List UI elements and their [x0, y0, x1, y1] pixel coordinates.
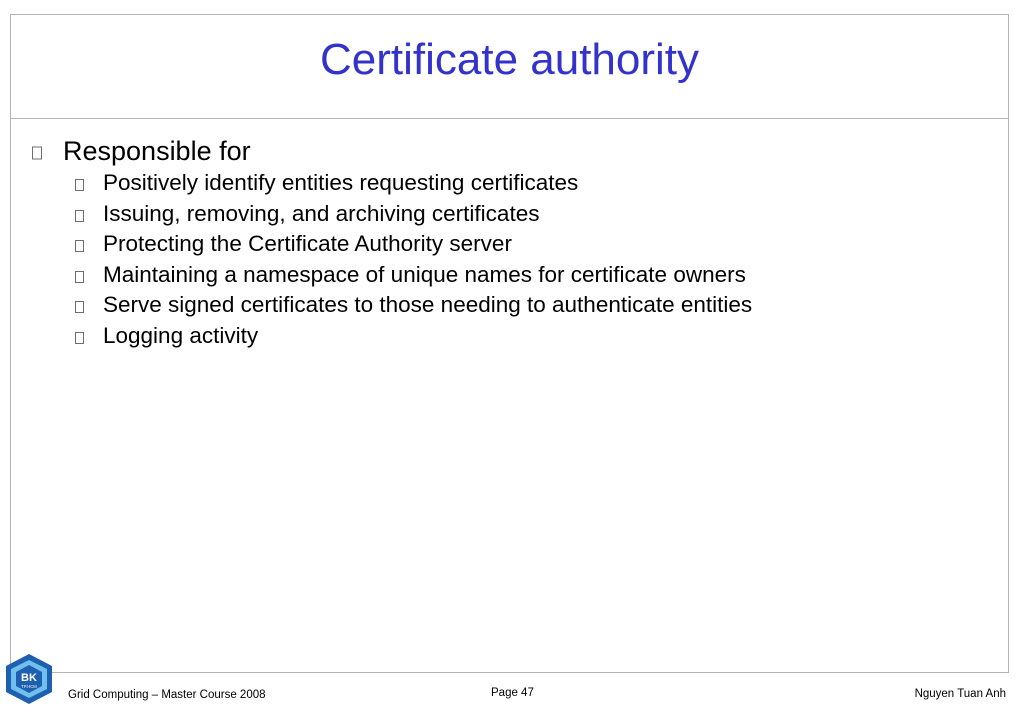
bullet-level-1 [30, 134, 990, 168]
sub-bullet-text: Issuing, removing, and archiving certificates [103, 200, 540, 226]
bullet-text: Responsible for [63, 136, 251, 166]
bullet-box-icon [75, 179, 84, 191]
bullet-box-icon [75, 210, 84, 222]
title-divider [10, 118, 1009, 119]
logo-text-main: BK [21, 672, 37, 684]
sub-bullet [30, 168, 990, 199]
sub-bullet [30, 290, 990, 321]
bullet-box-icon [75, 301, 84, 313]
sub-bullet [30, 229, 990, 260]
sub-bullet-text: Protecting the Certificate Authority server [103, 231, 512, 256]
bullet-box-icon [75, 271, 84, 283]
sub-bullet [30, 321, 990, 352]
footer-page-number: Page 47 [491, 687, 534, 699]
bk-university-logo-icon [2, 652, 56, 706]
bullet-box-icon [32, 147, 42, 160]
logo-text-sub: TP.HCM [21, 684, 37, 689]
bullet-box-icon [75, 332, 84, 344]
bullet-list [30, 134, 990, 351]
sub-bullet-text: Serve signed certificates to those needing to authenticate entities [103, 292, 753, 317]
sub-bullet-text: Logging activity [103, 322, 259, 348]
slide-title: Certificate authority [319, 35, 700, 84]
sub-bullet-text: Positively identify entities requesting certificates [103, 170, 579, 195]
sub-bullet [30, 199, 990, 230]
footer-course: Grid Computing – Master Course 2008 [68, 689, 266, 701]
bullet-box-icon [75, 240, 84, 252]
sub-bullet [30, 260, 990, 291]
footer-author: Nguyen Tuan Anh [914, 688, 1006, 700]
sub-bullet-text: Maintaining a namespace of unique names for certificate owners [103, 261, 746, 287]
